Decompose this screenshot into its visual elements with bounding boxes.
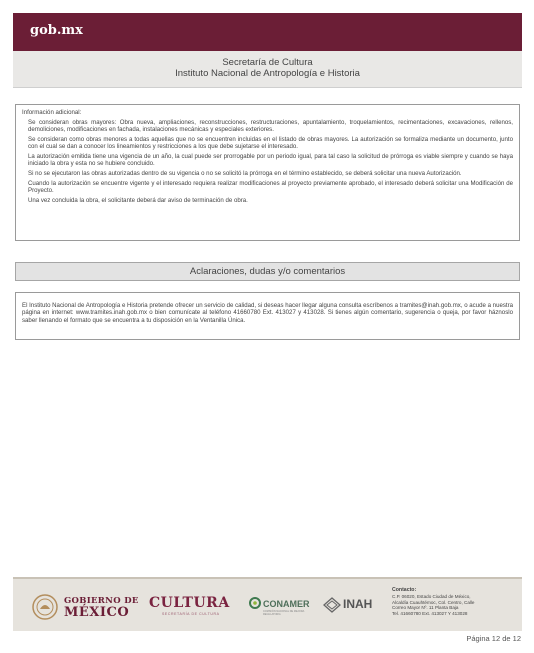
page-number: Página 12 de 12 — [466, 634, 521, 643]
info-paragraph: Se consideran como obras menores a todas aquellas que no se encuentren incluidas en el listado de obras mayores. La autorización se formaliza mediante un documento, junto con el cual se dan a conocer los lineamientos y restricciones a los que debe sujetarse el interesado. — [28, 136, 513, 151]
comments-box — [15, 292, 520, 340]
inah-logo — [323, 579, 383, 631]
institute-title: Instituto Nacional de Antropología e Historia — [175, 68, 360, 79]
info-title: Información adicional: — [22, 109, 82, 116]
gob-topbar — [13, 13, 522, 51]
info-paragraph: Se consideran obras mayores: Obra nueva, ampliaciones, reconstrucciones, restructuraciones, apuntalamiento, troquelamientos, recimentaciones, excavaciones, rellenos, demoliciones, modificaciones en fachada, instalaciones mecánicas y especiales exteriores. — [28, 119, 513, 134]
gobierno-de-mexico-logo — [31, 579, 146, 631]
info-paragraph: Si no se ejecutaron las obras autorizadas dentro de su vigencia o no se solicitó la prórroga en el término establecido, se deberá solicitar una nueva Autorización. — [28, 169, 462, 177]
secretaria-title: Secretaría de Cultura — [222, 57, 313, 68]
comments-text: El Instituto Nacional de Antropología e Historia pretende ofrecer un servicio de calidad, si deseas hacer llegar alguna consulta escríbenos a tramites@inah.gob.mx, o acude a nuestra página en internet: www.tramites.inah.gob.mx o bien comunícate al teléfono 41660780 Ext. 413027 y 413028. Si tienes algún comentario, sugerencia o queja, por favor háznoslo saber llenando el formato que se encuentra a tu disposición en la Ventanilla Única. — [22, 302, 513, 324]
contact-title: Contacto: — [392, 587, 417, 593]
conamer-subtext: COMISIÓN NACIONAL DE MEJORA REGULATORIA — [263, 610, 305, 616]
inah-icon — [323, 597, 341, 613]
footer-band — [13, 577, 522, 631]
contact-line: Alcaldía Cuauhtémoc, Col. Centro, Calle — [392, 599, 475, 605]
contact-line: Tel. 41660780 Ext. 413027 Y 413028 — [392, 611, 468, 617]
conamer-logo — [249, 579, 319, 631]
info-paragraph: Una vez concluida la obra, el solicitante deberá dar aviso de terminación de obra. — [28, 196, 248, 204]
cultura-logo — [149, 579, 239, 631]
info-paragraph: La autorización emitida tiene una vigencia de un año, la cual puede ser prorrogable por un periodo igual, para tal caso la solicitud de prórroga es viable siempre y cuando se haya iniciado la obra y esta no se hubiere concluido. — [28, 153, 513, 168]
cultura-subtext: SECRETARÍA DE CULTURA — [162, 612, 220, 616]
contact-block — [392, 588, 518, 617]
gobmx-brand[interactable]: gob.mx — [30, 23, 83, 38]
contact-line: Correo Mayor Nº. 11 Planta Baja — [392, 605, 459, 611]
inah-text: INAH — [343, 597, 373, 611]
comments-heading: Aclaraciones, dudas y/o comentarios — [15, 262, 520, 281]
conamer-icon — [249, 597, 261, 609]
institution-header — [13, 51, 522, 88]
info-paragraph: Cuando la autorización se encuentre vigente y el interesado requiera realizar modificaciones al proyecto previamente aprobado, el interesado deberá solicitar una Modificación de Proyecto. — [28, 179, 513, 194]
gob-text-line2: MÉXICO — [64, 605, 130, 620]
cultura-text: CULTURA — [149, 595, 230, 611]
mexico-emblem-icon — [31, 593, 59, 621]
gob-text-line1: GOBIERNO DE — [64, 596, 139, 606]
conamer-text: CONAMER — [263, 599, 310, 609]
contact-line: C.P. 06020, Estado Ciudad de México, — [392, 593, 471, 599]
additional-info-box — [15, 104, 520, 241]
